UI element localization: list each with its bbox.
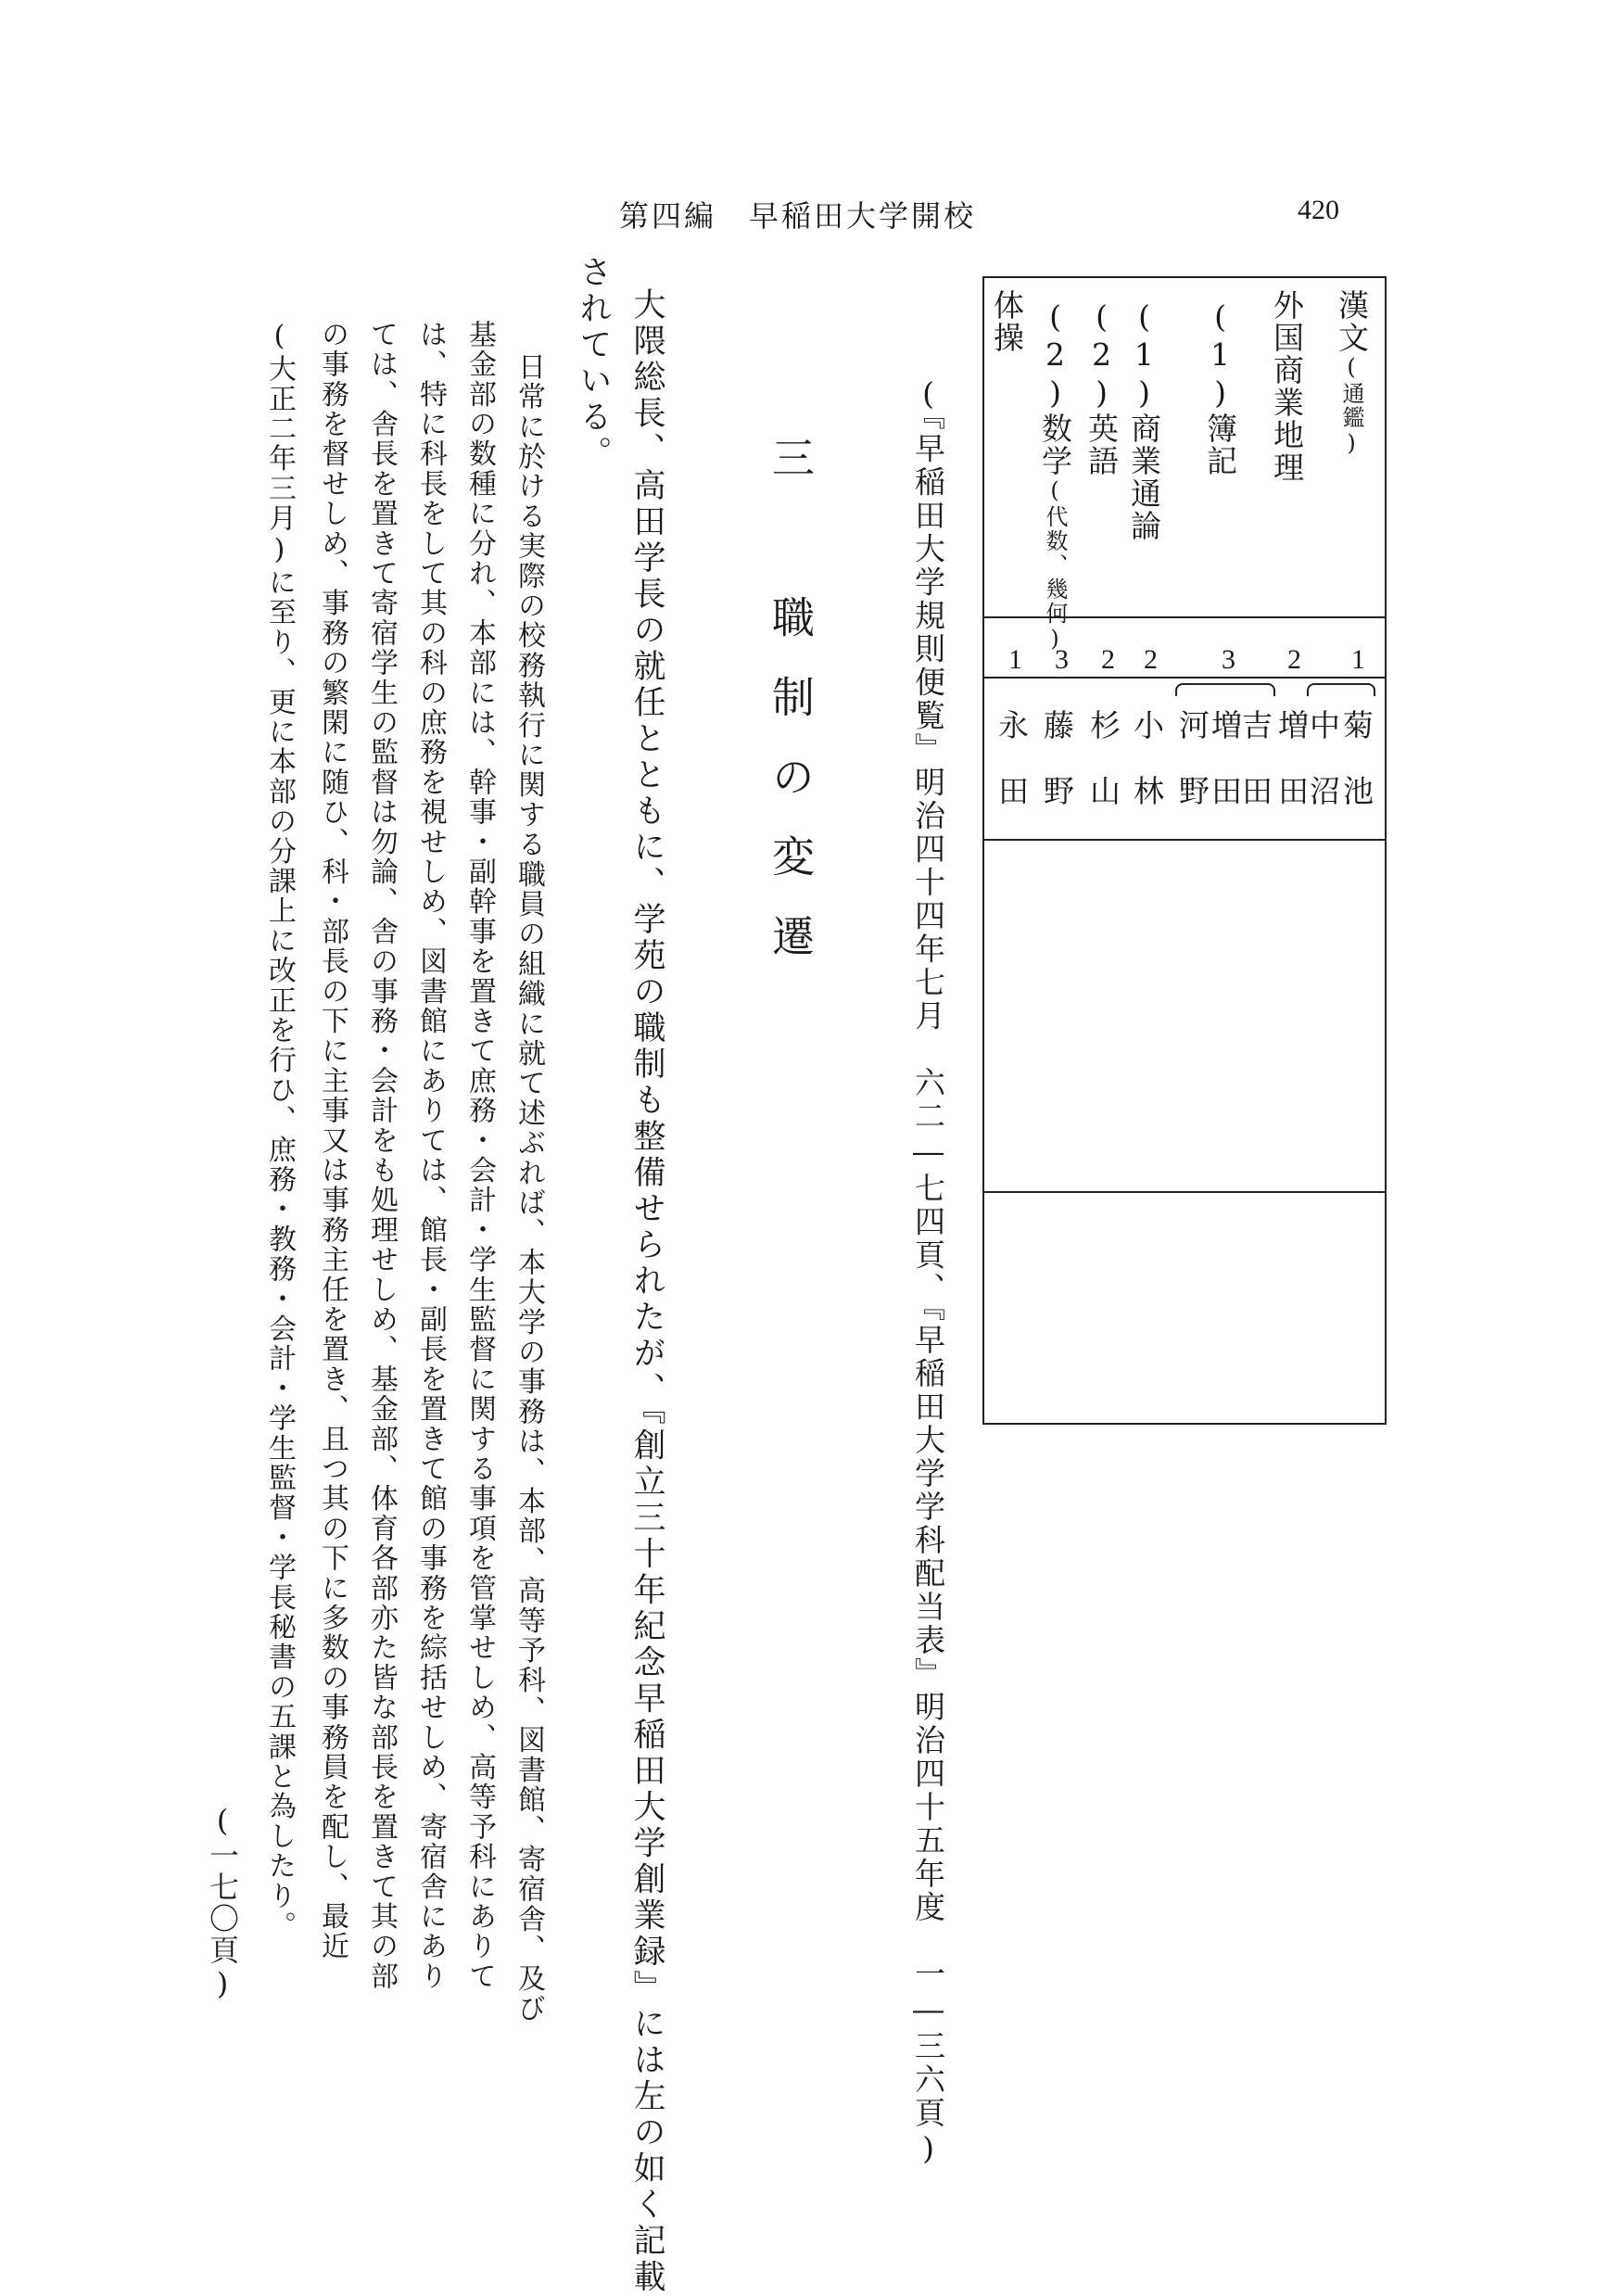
subject-cell: [1083, 298, 1120, 477]
subject-label: (2)数学: [1037, 298, 1073, 477]
hours-cell: 3: [1213, 644, 1244, 675]
subject-label: 外国商業地理: [1269, 289, 1305, 484]
intro-line: 大隈総長、高田学長の就任とともに、学苑の職制も整備せられたが、『創立三十年紀念早稲田大学創業録』には左の如く記載: [628, 287, 665, 2296]
subject-label: 漢文: [1334, 289, 1370, 354]
teacher-brace: [1175, 683, 1275, 696]
teacher-note: 増田: [1207, 709, 1243, 841]
table-divider-bottom: [982, 1423, 1387, 1425]
hours-cell: 2: [1093, 644, 1123, 675]
subject-cell: [1037, 298, 1073, 653]
quote-line: 基金部の数種に分れ、本部には、幹事・副幹事を置きて庶務・会計・学生監督に関する事項を管掌せしめ、高等予科にありて: [463, 320, 496, 1992]
subject-label: 体操: [989, 289, 1025, 354]
table-left-border: [982, 276, 984, 1423]
source-citation: (『早稲田大学規則便覧』明治四十四年七月 六二―七四頁、『早稲田大学学科配当表』明治四十五年度 一―三六頁): [910, 375, 946, 2169]
teacher-cell: 増田: [1273, 709, 1310, 841]
teacher-cell: 河野: [1174, 709, 1210, 841]
subject-cell: [1269, 289, 1305, 484]
table-divider-hours: [982, 677, 1387, 679]
table-divider-lower: [982, 1191, 1387, 1193]
teacher-brace: [1307, 683, 1375, 696]
quote-line: ては、舎長を置きて寄宿学生の監督は勿論、舎の事務・会計をも処理せしめ、基金部、体育各部亦た皆な部長を置きて其の部: [365, 320, 398, 1992]
hours-cell: 1: [1000, 644, 1031, 675]
teacher-cell: 吉田: [1237, 709, 1273, 841]
subject-label: (1)簿記: [1202, 298, 1238, 477]
hours-cell: 3: [1046, 644, 1077, 675]
teacher-cell: 永田: [994, 709, 1030, 841]
subject-cell: [1126, 298, 1162, 542]
quote-line: (大正二年三月)に至り、更に本部の分課上に改正を行ひ、庶務・教務・会計・学生監督・学長秘書の五課と為したり。: [263, 320, 296, 1941]
quote-line: 日常に於ける実際の校務執行に関する職員の組織に就て述ぶれば、本大学の事務は、本部、高等予科、図書館、寄宿舎、及び: [513, 352, 545, 2024]
teacher-cell: 杉山: [1085, 709, 1121, 841]
section-title: 三 職制の変遷: [766, 436, 816, 994]
subject-label: (2)英語: [1083, 298, 1120, 477]
quote-line: は、特に科長をして其の科の庶務を視せしめ、図書館にありては、館長・副長を置きて館の事務を綜括せしめ、寄宿舎にあり: [414, 320, 447, 1992]
page-number: 420: [1298, 195, 1339, 225]
quote-page-reference: (一七〇頁): [205, 1803, 240, 2003]
running-header-title: 第四編 早稲田大学開校: [619, 198, 977, 234]
hours-cell: 2: [1135, 644, 1166, 675]
hours-cell: 2: [1279, 644, 1310, 675]
table-divider-top: [982, 276, 1387, 278]
quote-line: の事務を督せしめ、事務の繁閑に随ひ、科・部長の下に主事又は事務主任を置き、且つ其の下に多数の事務員を配し、最近: [316, 320, 348, 1961]
table-right-border: [1385, 276, 1387, 1423]
subject-cell: [1202, 298, 1238, 477]
intro-line: されている。: [575, 255, 612, 472]
teacher-cell: 小林: [1129, 709, 1165, 841]
subject-label: (1)商業通論: [1126, 298, 1162, 542]
subject-cell: [989, 289, 1025, 354]
teacher-cell: 藤野: [1039, 709, 1075, 841]
hours-cell: 1: [1343, 644, 1374, 675]
subject-note: (代数、幾何): [1042, 477, 1068, 653]
subject-cell: [1334, 289, 1370, 458]
subject-note: (通鑑): [1338, 354, 1364, 458]
teacher-cell: 菊池: [1338, 709, 1375, 841]
teacher-note: 中沼: [1305, 709, 1341, 841]
